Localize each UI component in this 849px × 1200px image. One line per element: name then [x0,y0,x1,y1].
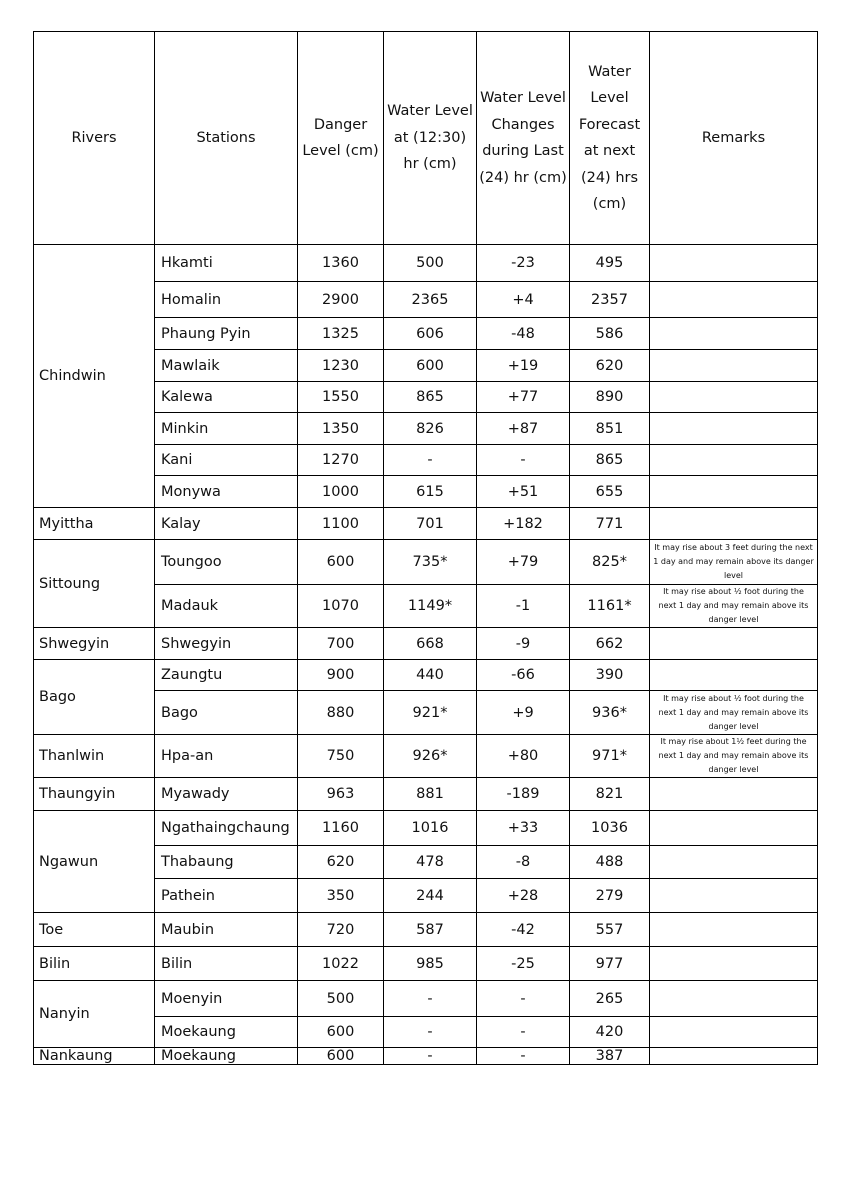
water-level: 865 [384,382,477,413]
table-row [34,628,818,660]
table-row [34,735,818,778]
forecast-level: 488 [570,846,650,879]
water-level: 606 [384,318,477,350]
table-row [34,540,818,585]
danger-level: 620 [298,846,384,879]
water-level: 1149* [384,585,477,628]
forecast-level: 771 [570,508,650,540]
table-row [34,947,818,981]
level-change: - [477,1017,570,1048]
header-danger-level: Danger Level (cm) [298,32,384,245]
danger-level: 1325 [298,318,384,350]
water-level: 2365 [384,282,477,318]
station-name: Moekaung [155,1048,298,1065]
river-name: Nanyin [34,981,155,1048]
level-change: -42 [477,913,570,947]
forecast-level: 890 [570,382,650,413]
station-name: Mawlaik [155,350,298,382]
header-water-level: Water Level at (12:30) hr (cm) [384,32,477,245]
water-level: 615 [384,476,477,508]
forecast-level: 387 [570,1048,650,1065]
station-name: Minkin [155,413,298,445]
danger-level: 1100 [298,508,384,540]
table-row [34,245,818,282]
station-name: Kani [155,445,298,476]
river-name: Sittoung [34,540,155,628]
station-name: Homalin [155,282,298,318]
station-name: Hkamti [155,245,298,282]
water-level: 244 [384,879,477,913]
level-change: +33 [477,811,570,846]
level-change: +19 [477,350,570,382]
forecast-level: 586 [570,318,650,350]
water-level: 1016 [384,811,477,846]
level-change: +182 [477,508,570,540]
water-level: 826 [384,413,477,445]
remark-text [650,811,818,846]
station-name: Ngathaingchaung [155,811,298,846]
level-change: +80 [477,735,570,778]
table-row [34,660,818,691]
forecast-level: 851 [570,413,650,445]
water-level: - [384,445,477,476]
forecast-level: 971* [570,735,650,778]
forecast-level: 265 [570,981,650,1017]
level-change: - [477,981,570,1017]
remark-text [650,245,818,282]
water-level: 440 [384,660,477,691]
water-level: 701 [384,508,477,540]
remark-text [650,846,818,879]
danger-level: 350 [298,879,384,913]
level-change: -48 [477,318,570,350]
level-change: -8 [477,846,570,879]
river-name: Toe [34,913,155,947]
station-name: Thabaung [155,846,298,879]
table-row [34,811,818,846]
danger-level: 600 [298,1017,384,1048]
table-body [34,245,818,1065]
danger-level: 1270 [298,445,384,476]
table-row [34,1048,818,1065]
remark-text [650,476,818,508]
level-change: +87 [477,413,570,445]
station-name: Bilin [155,947,298,981]
river-name: Thanlwin [34,735,155,778]
forecast-level: 936* [570,691,650,735]
water-level: 921* [384,691,477,735]
water-level: 926* [384,735,477,778]
level-change: -25 [477,947,570,981]
remark-text [650,382,818,413]
river-name: Myittha [34,508,155,540]
water-level-table [33,31,818,1065]
water-level: - [384,1017,477,1048]
forecast-level: 865 [570,445,650,476]
level-change: +28 [477,879,570,913]
remark-text [650,1017,818,1048]
water-level: 478 [384,846,477,879]
water-level: - [384,1048,477,1065]
station-name: Madauk [155,585,298,628]
station-name: Phaung Pyin [155,318,298,350]
river-name: Chindwin [34,245,155,508]
danger-level: 1022 [298,947,384,981]
water-level: 587 [384,913,477,947]
remark-text [650,1048,818,1065]
river-name: Ngawun [34,811,155,913]
forecast-level: 662 [570,628,650,660]
remark-text [650,318,818,350]
remark-text [650,981,818,1017]
danger-level: 880 [298,691,384,735]
forecast-level: 2357 [570,282,650,318]
river-name: Shwegyin [34,628,155,660]
danger-level: 1160 [298,811,384,846]
forecast-level: 1161* [570,585,650,628]
remark-text [650,778,818,811]
water-level: 735* [384,540,477,585]
forecast-level: 977 [570,947,650,981]
level-change: -66 [477,660,570,691]
danger-level: 600 [298,1048,384,1065]
forecast-level: 495 [570,245,650,282]
station-name: Myawady [155,778,298,811]
remark-text: It may rise about ½ foot during the next 1 day and may remain above its danger level [650,691,818,735]
forecast-level: 620 [570,350,650,382]
station-name: Maubin [155,913,298,947]
level-change: +79 [477,540,570,585]
level-change: - [477,445,570,476]
station-name: Moekaung [155,1017,298,1048]
danger-level: 1070 [298,585,384,628]
table-row [34,508,818,540]
danger-level: 500 [298,981,384,1017]
danger-level: 700 [298,628,384,660]
table-row [34,913,818,947]
header-forecast: Water Level Forecast at next (24) hrs (cm) [570,32,650,245]
remark-text [650,913,818,947]
remark-text [650,947,818,981]
forecast-level: 1036 [570,811,650,846]
danger-level: 2900 [298,282,384,318]
water-level: 985 [384,947,477,981]
danger-level: 963 [298,778,384,811]
remark-text [650,350,818,382]
station-name: Shwegyin [155,628,298,660]
river-name: Bago [34,660,155,735]
table-row [34,778,818,811]
station-name: Zaungtu [155,660,298,691]
forecast-level: 825* [570,540,650,585]
remark-text [650,508,818,540]
remark-text [650,282,818,318]
remark-text: It may rise about ½ foot during the next 1 day and may remain above its danger level [650,585,818,628]
water-level: 881 [384,778,477,811]
station-name: Kalewa [155,382,298,413]
level-change: +4 [477,282,570,318]
header-remarks: Remarks [650,32,818,245]
danger-level: 750 [298,735,384,778]
river-name: Thaungyin [34,778,155,811]
water-level: - [384,981,477,1017]
danger-level: 1360 [298,245,384,282]
level-change: -189 [477,778,570,811]
forecast-level: 390 [570,660,650,691]
danger-level: 1230 [298,350,384,382]
danger-level: 900 [298,660,384,691]
water-level: 600 [384,350,477,382]
forecast-level: 279 [570,879,650,913]
forecast-level: 420 [570,1017,650,1048]
station-name: Bago [155,691,298,735]
river-name: Bilin [34,947,155,981]
remark-text [650,445,818,476]
danger-level: 1350 [298,413,384,445]
station-name: Toungoo [155,540,298,585]
level-change: +9 [477,691,570,735]
remark-text [650,413,818,445]
table-row [34,981,818,1017]
header-stations: Stations [155,32,298,245]
level-change: - [477,1048,570,1065]
danger-level: 1550 [298,382,384,413]
forecast-level: 655 [570,476,650,508]
remark-text [650,660,818,691]
station-name: Pathein [155,879,298,913]
table-header [34,32,818,245]
remark-text [650,879,818,913]
danger-level: 720 [298,913,384,947]
level-change: -9 [477,628,570,660]
station-name: Kalay [155,508,298,540]
level-change: -1 [477,585,570,628]
forecast-level: 821 [570,778,650,811]
danger-level: 1000 [298,476,384,508]
header-level-changes: Water Level Changes during Last (24) hr (cm) [477,32,570,245]
station-name: Moenyin [155,981,298,1017]
river-name: Nankaung [34,1048,155,1065]
remark-text [650,628,818,660]
remark-text: It may rise about 1½ feet during the next 1 day and may remain above its danger level [650,735,818,778]
forecast-level: 557 [570,913,650,947]
station-name: Hpa-an [155,735,298,778]
water-level: 668 [384,628,477,660]
level-change: -23 [477,245,570,282]
water-level: 500 [384,245,477,282]
station-name: Monywa [155,476,298,508]
level-change: +77 [477,382,570,413]
level-change: +51 [477,476,570,508]
header-rivers: Rivers [34,32,155,245]
danger-level: 600 [298,540,384,585]
remark-text: It may rise about 3 feet during the next 1 day and may remain above its danger level [650,540,818,585]
